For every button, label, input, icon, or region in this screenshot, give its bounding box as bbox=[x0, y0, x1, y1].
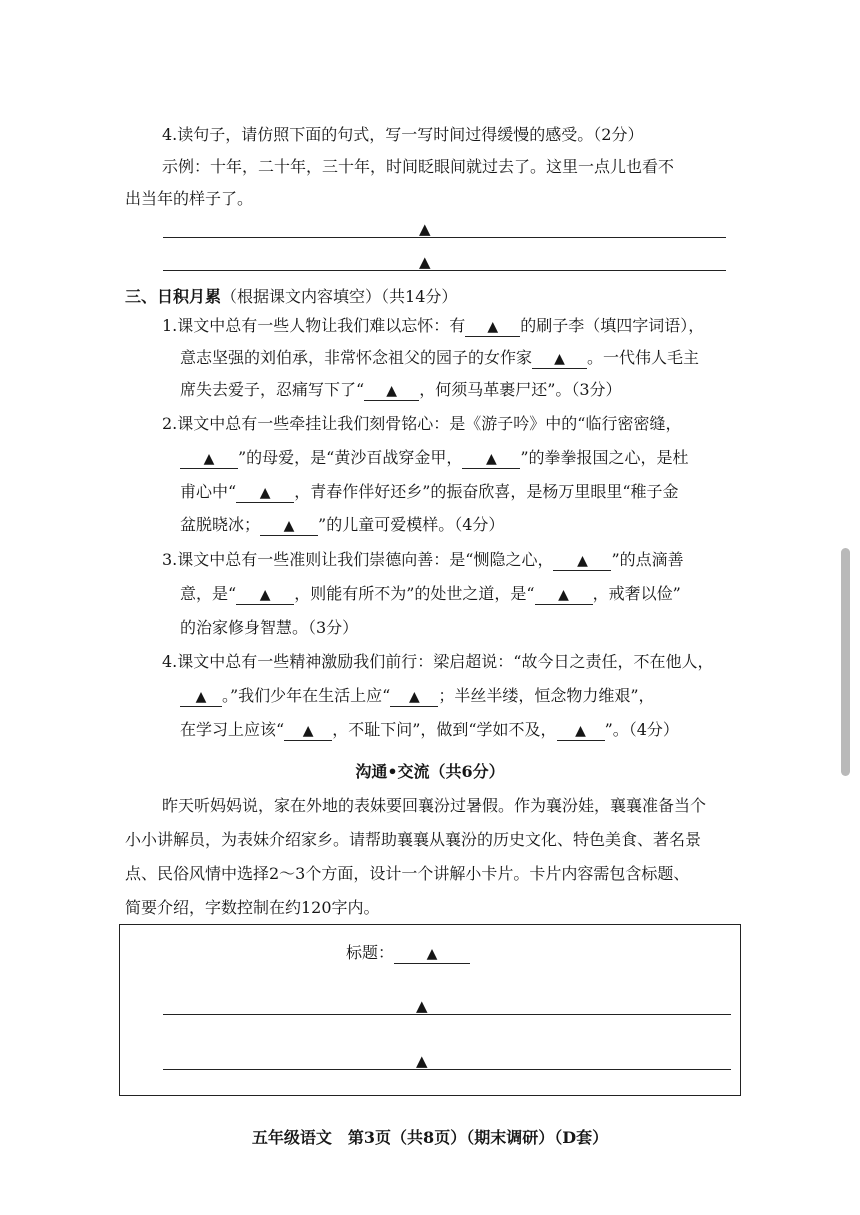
answer-line[interactable] bbox=[163, 270, 726, 271]
s3-item2-line1: 2.课文中总有一些牵挂让我们刻骨铭心：是《游子吟》中的“临行密密缝， bbox=[162, 414, 682, 433]
fill-blank[interactable]: ▲ bbox=[260, 516, 318, 536]
vertical-scrollbar-thumb[interactable] bbox=[841, 548, 850, 776]
fill-blank[interactable]: ▲ bbox=[553, 551, 611, 571]
comm-title: 沟通•交流（共6分） bbox=[355, 762, 505, 781]
fill-blank[interactable]: ▲ bbox=[390, 687, 438, 707]
s3-item4-line1: 4.课文中总有一些精神激励我们前行：梁启超说：“故今日之责任，不在他人， bbox=[162, 652, 714, 671]
card-title-blank[interactable]: ▲ bbox=[394, 944, 470, 964]
fill-blank[interactable]: ▲ bbox=[557, 721, 605, 741]
answer-line[interactable] bbox=[163, 237, 726, 238]
comm-paragraph-line1: 昨天听妈妈说，家在外地的表妹要回襄汾过暑假。作为襄汾娃，襄襄准备当个 bbox=[162, 796, 707, 815]
answer-marker: ▲ bbox=[419, 220, 431, 238]
page-footer: 五年级语文 第3页（共8页）（期末调研）（D套） bbox=[251, 1128, 609, 1147]
s3-item4-line3: 在学习上应该“ ▲ ，不耻下问”，做到“学如不及， ▲ ”。（4分） bbox=[180, 720, 679, 739]
fill-blank[interactable]: ▲ bbox=[535, 585, 593, 605]
s3-item3-line3: 的治家修身智慧。（3分） bbox=[180, 618, 359, 637]
fill-blank[interactable]: ▲ bbox=[236, 585, 294, 605]
fill-blank[interactable]: ▲ bbox=[284, 721, 332, 741]
s3-item3-line2: 意，是“ ▲ ，则能有所不为”的处世之道，是“ ▲ ，戒奢以俭” bbox=[180, 584, 681, 603]
s3-item3-line1: 3.课文中总有一些准则让我们崇德向善：是“恻隐之心， ▲ ”的点滴善 bbox=[162, 550, 684, 569]
s3-item1-line3: 席失去爱子，忍痛写下了“ ▲ ，何须马革裹尸还”。（3分） bbox=[180, 380, 622, 399]
comm-paragraph-line4: 简要介绍，字数控制在约120字内。 bbox=[125, 898, 380, 917]
s3-item1-line2: 意志坚强的刘伯承，非常怀念祖父的园子的女作家 ▲ 。一代伟人毛主 bbox=[180, 348, 700, 367]
s3-item1-line1: 1.课文中总有一些人物让我们难以忘怀：有 ▲ 的刷子李（填四字词语）， bbox=[162, 316, 705, 335]
comm-paragraph-line3: 点、民俗风情中选择2～3个方面，设计一个讲解小卡片。卡片内容需包含标题、 bbox=[125, 864, 690, 883]
fill-blank[interactable]: ▲ bbox=[236, 483, 294, 503]
fill-blank[interactable]: ▲ bbox=[364, 381, 419, 401]
q4-example-line1: 示例：十年，二十年，三十年，时间眨眼间就过去了。这里一点儿也看不 bbox=[162, 157, 675, 176]
card-answer-line[interactable] bbox=[163, 1069, 731, 1070]
s3-item2-line3: 甫心中“ ▲ ，青春作伴好还乡”的振奋欣喜，是杨万里眼里“稚子金 bbox=[180, 482, 679, 501]
fill-blank[interactable]: ▲ bbox=[465, 317, 520, 337]
card-title-row bbox=[346, 943, 470, 964]
card-answer-line[interactable] bbox=[163, 1014, 731, 1015]
answer-marker: ▲ bbox=[416, 997, 428, 1015]
fill-blank[interactable]: ▲ bbox=[180, 687, 222, 707]
q4-example-line2: 出当年的样子了。 bbox=[125, 189, 254, 208]
comm-paragraph-line2: 小小讲解员，为表妹介绍家乡。请帮助襄襄从襄汾的历史文化、特色美食、著名景 bbox=[125, 830, 702, 849]
q4-prompt: 4.读句子，请仿照下面的句式，写一写时间过得缓慢的感受。（2分） bbox=[162, 125, 644, 144]
section-note: （根据课文内容填空）（共14分） bbox=[221, 287, 458, 306]
fill-blank[interactable]: ▲ bbox=[462, 449, 520, 469]
s3-item2-line4: 盆脱晓冰； ▲ ”的儿童可爱模样。（4分） bbox=[180, 515, 505, 534]
section-title: 三、日积月累 bbox=[125, 287, 222, 306]
answer-marker: ▲ bbox=[416, 1052, 428, 1070]
answer-marker: ▲ bbox=[419, 253, 431, 271]
s3-item2-line2: ▲ ”的母爱，是“黄沙百战穿金甲， ▲ ”的拳拳报国之心，是杜 bbox=[180, 448, 689, 469]
s3-item4-line2: ▲ 。”我们少年在生活上应“ ▲ ；半丝半缕，恒念物力维艰”， bbox=[180, 686, 655, 707]
card-title-label: 标题： bbox=[346, 943, 395, 962]
section-heading bbox=[125, 287, 457, 307]
fill-blank[interactable]: ▲ bbox=[180, 449, 238, 469]
fill-blank[interactable]: ▲ bbox=[532, 349, 587, 369]
